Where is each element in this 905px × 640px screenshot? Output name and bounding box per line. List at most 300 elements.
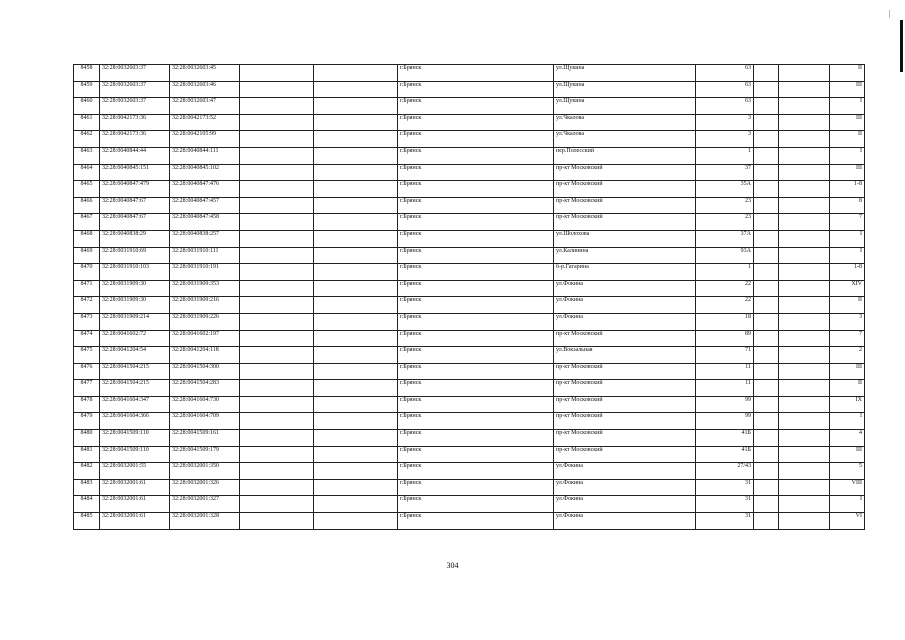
row-number-cell: 8471 xyxy=(74,280,100,297)
premises-number-cell: III xyxy=(830,363,865,380)
empty-cell xyxy=(240,181,314,198)
object-cadastral-cell: 32:28:0041504:283 xyxy=(170,380,240,397)
city-cell: г.Брянск xyxy=(398,496,554,513)
house-number-cell: 3 xyxy=(696,114,754,131)
empty-cell xyxy=(314,65,398,82)
premises-number-cell: 3 xyxy=(830,313,865,330)
land-cadastral-cell: 32:28:0041504:215 xyxy=(100,380,170,397)
land-cadastral-cell: 32:28:0040847:479 xyxy=(100,181,170,198)
land-cadastral-cell: 32:28:0031909:214 xyxy=(100,313,170,330)
empty-cell xyxy=(779,380,830,397)
house-number-cell: 93А xyxy=(696,247,754,264)
city-cell: г.Брянск xyxy=(398,131,554,148)
land-cadastral-cell: 32:28:0031909:30 xyxy=(100,280,170,297)
row-number-cell: 8466 xyxy=(74,197,100,214)
row-number-cell: 8465 xyxy=(74,181,100,198)
street-cell: ул.Вокзальная xyxy=(554,347,696,364)
city-cell: г.Брянск xyxy=(398,65,554,82)
object-cadastral-cell: 32:28:0040847:457 xyxy=(170,197,240,214)
street-cell: ул.Калинина xyxy=(554,247,696,264)
empty-cell xyxy=(779,297,830,314)
table-row xyxy=(74,131,865,148)
empty-cell xyxy=(779,131,830,148)
object-cadastral-cell: 32:28:0041604:709 xyxy=(170,413,240,430)
empty-cell xyxy=(779,479,830,496)
city-cell: г.Брянск xyxy=(398,280,554,297)
empty-cell xyxy=(754,363,779,380)
empty-cell xyxy=(314,164,398,181)
object-cadastral-cell: 32:28:0031910:111 xyxy=(170,247,240,264)
table-row xyxy=(74,496,865,513)
empty-cell xyxy=(240,81,314,98)
empty-cell xyxy=(754,197,779,214)
empty-cell xyxy=(240,214,314,231)
row-number-cell: 8470 xyxy=(74,264,100,281)
empty-cell xyxy=(314,197,398,214)
empty-cell xyxy=(754,264,779,281)
empty-cell xyxy=(314,131,398,148)
empty-cell xyxy=(314,114,398,131)
empty-cell xyxy=(754,114,779,131)
object-cadastral-cell: 32:28:0040847:476 xyxy=(170,181,240,198)
object-cadastral-cell: 32:28:0040845:102 xyxy=(170,164,240,181)
table-row xyxy=(74,164,865,181)
premises-number-cell: II xyxy=(830,380,865,397)
city-cell: г.Брянск xyxy=(398,347,554,364)
empty-cell xyxy=(240,264,314,281)
house-number-cell: 11 xyxy=(696,380,754,397)
row-number-cell: 8476 xyxy=(74,363,100,380)
house-number-cell: 37 xyxy=(696,164,754,181)
row-number-cell: 8485 xyxy=(74,513,100,530)
city-cell: г.Брянск xyxy=(398,197,554,214)
street-cell: ул.Чкалова xyxy=(554,114,696,131)
house-number-cell: 31 xyxy=(696,479,754,496)
object-cadastral-cell: 32:28:0031910:191 xyxy=(170,264,240,281)
empty-cell xyxy=(754,496,779,513)
table-row xyxy=(74,147,865,164)
empty-cell xyxy=(779,363,830,380)
row-number-cell: 8477 xyxy=(74,380,100,397)
land-cadastral-cell: 32:28:0041509:110 xyxy=(100,430,170,447)
row-number-cell: 8467 xyxy=(74,214,100,231)
table-row xyxy=(74,65,865,82)
house-number-cell: 1 xyxy=(696,264,754,281)
object-cadastral-cell: 32:28:0040847:458 xyxy=(170,214,240,231)
empty-cell xyxy=(754,131,779,148)
empty-cell xyxy=(240,430,314,447)
premises-number-cell: 1-8 xyxy=(830,181,865,198)
empty-cell xyxy=(314,330,398,347)
premises-number-cell: I xyxy=(830,98,865,115)
land-cadastral-cell: 32:28:0041604:347 xyxy=(100,396,170,413)
street-cell: ул.Фокина xyxy=(554,297,696,314)
house-number-cell: 22 xyxy=(696,297,754,314)
row-number-cell: 8458 xyxy=(74,65,100,82)
object-cadastral-cell: 32:28:0031909:216 xyxy=(170,297,240,314)
empty-cell xyxy=(779,230,830,247)
city-cell: г.Брянск xyxy=(398,479,554,496)
empty-cell xyxy=(240,313,314,330)
house-number-cell: 31 xyxy=(696,513,754,530)
street-cell: ул.Чкалова xyxy=(554,131,696,148)
street-cell: б-р.Гагарина xyxy=(554,264,696,281)
table-row xyxy=(74,513,865,530)
empty-cell xyxy=(779,446,830,463)
land-cadastral-cell: 32:28:0041604:366 xyxy=(100,413,170,430)
house-number-cell: 41Б xyxy=(696,446,754,463)
premises-number-cell: I xyxy=(830,230,865,247)
row-number-cell: 8472 xyxy=(74,297,100,314)
empty-cell xyxy=(754,230,779,247)
empty-cell xyxy=(314,280,398,297)
city-cell: г.Брянск xyxy=(398,214,554,231)
empty-cell xyxy=(779,496,830,513)
table-row xyxy=(74,413,865,430)
land-cadastral-cell: 32:28:0031910:103 xyxy=(100,264,170,281)
street-cell: пр-кт Московский xyxy=(554,214,696,231)
registry-table xyxy=(73,64,865,530)
city-cell: г.Брянск xyxy=(398,98,554,115)
object-cadastral-cell: 32:28:0041602:197 xyxy=(170,330,240,347)
object-cadastral-cell: 32:28:0032001:350 xyxy=(170,463,240,480)
row-number-cell: 8483 xyxy=(74,479,100,496)
row-number-cell: 8482 xyxy=(74,463,100,480)
empty-cell xyxy=(240,347,314,364)
city-cell: г.Брянск xyxy=(398,297,554,314)
house-number-cell: 99 xyxy=(696,413,754,430)
empty-cell xyxy=(754,98,779,115)
table-row xyxy=(74,446,865,463)
house-number-cell: 99 xyxy=(696,396,754,413)
empty-cell xyxy=(754,81,779,98)
city-cell: г.Брянск xyxy=(398,147,554,164)
row-number-cell: 8481 xyxy=(74,446,100,463)
premises-number-cell: III xyxy=(830,114,865,131)
street-cell: пр-кт Московский xyxy=(554,363,696,380)
city-cell: г.Брянск xyxy=(398,413,554,430)
city-cell: г.Брянск xyxy=(398,313,554,330)
street-cell: ул.Щукина xyxy=(554,81,696,98)
empty-cell xyxy=(240,380,314,397)
land-cadastral-cell: 32:28:0042173:36 xyxy=(100,114,170,131)
empty-cell xyxy=(754,413,779,430)
object-cadastral-cell: 32:28:0041509:179 xyxy=(170,446,240,463)
land-cadastral-cell: 32:28:0032603:37 xyxy=(100,98,170,115)
house-number-cell: 71 xyxy=(696,347,754,364)
street-cell: ул.Фокина xyxy=(554,463,696,480)
house-number-cell: 23 xyxy=(696,214,754,231)
object-cadastral-cell: 32:28:0031909:353 xyxy=(170,280,240,297)
premises-number-cell: III xyxy=(830,446,865,463)
premises-number-cell: I xyxy=(830,147,865,164)
house-number-cell: 63 xyxy=(696,81,754,98)
premises-number-cell: VI xyxy=(830,513,865,530)
table-row xyxy=(74,330,865,347)
empty-cell xyxy=(779,65,830,82)
row-number-cell: 8475 xyxy=(74,347,100,364)
empty-cell xyxy=(240,463,314,480)
empty-cell xyxy=(314,430,398,447)
empty-cell xyxy=(779,264,830,281)
row-number-cell: 8468 xyxy=(74,230,100,247)
table-row xyxy=(74,297,865,314)
empty-cell xyxy=(779,280,830,297)
empty-cell xyxy=(754,396,779,413)
city-cell: г.Брянск xyxy=(398,463,554,480)
land-cadastral-cell: 32:28:0040844:44 xyxy=(100,147,170,164)
object-cadastral-cell: 32:28:0032001:328 xyxy=(170,513,240,530)
land-cadastral-cell: 32:28:0040847:67 xyxy=(100,214,170,231)
object-cadastral-cell: 32:28:0041604:730 xyxy=(170,396,240,413)
land-cadastral-cell: 32:28:0032001:61 xyxy=(100,479,170,496)
premises-number-cell: II xyxy=(830,297,865,314)
city-cell: г.Брянск xyxy=(398,164,554,181)
empty-cell xyxy=(314,297,398,314)
row-number-cell: 8461 xyxy=(74,114,100,131)
empty-cell xyxy=(240,396,314,413)
empty-cell xyxy=(314,396,398,413)
house-number-cell: 37А xyxy=(696,230,754,247)
house-number-cell: 89 xyxy=(696,330,754,347)
street-cell: пер.Полесский xyxy=(554,147,696,164)
city-cell: г.Брянск xyxy=(398,230,554,247)
city-cell: г.Брянск xyxy=(398,181,554,198)
table-row xyxy=(74,313,865,330)
row-number-cell: 8479 xyxy=(74,413,100,430)
object-cadastral-cell: 32:28:0041509:161 xyxy=(170,430,240,447)
land-cadastral-cell: 32:28:0032603:37 xyxy=(100,81,170,98)
table-row xyxy=(74,98,865,115)
land-cadastral-cell: 32:28:0031909:30 xyxy=(100,297,170,314)
empty-cell xyxy=(779,347,830,364)
house-number-cell: 22 xyxy=(696,280,754,297)
object-cadastral-cell: 32:28:0041504:300 xyxy=(170,363,240,380)
empty-cell xyxy=(754,297,779,314)
scan-edge-mark xyxy=(900,20,903,72)
empty-cell xyxy=(240,479,314,496)
house-number-cell: 63 xyxy=(696,65,754,82)
empty-cell xyxy=(779,430,830,447)
table-row xyxy=(74,396,865,413)
city-cell: г.Брянск xyxy=(398,430,554,447)
empty-cell xyxy=(779,463,830,480)
empty-cell xyxy=(754,313,779,330)
land-cadastral-cell: 32:28:0040847:67 xyxy=(100,197,170,214)
empty-cell xyxy=(779,247,830,264)
empty-cell xyxy=(240,114,314,131)
house-number-cell: 1 xyxy=(696,147,754,164)
house-number-cell: 3 xyxy=(696,131,754,148)
land-cadastral-cell: 32:28:0032603:37 xyxy=(100,65,170,82)
premises-number-cell: 4 xyxy=(830,430,865,447)
city-cell: г.Брянск xyxy=(398,446,554,463)
empty-cell xyxy=(240,164,314,181)
house-number-cell: 11 xyxy=(696,363,754,380)
empty-cell xyxy=(314,479,398,496)
empty-cell xyxy=(240,147,314,164)
street-cell: пр-кт Московский xyxy=(554,413,696,430)
street-cell: пр-кт Московский xyxy=(554,430,696,447)
table-row xyxy=(74,463,865,480)
house-number-cell: 18 xyxy=(696,313,754,330)
empty-cell xyxy=(779,396,830,413)
object-cadastral-cell: 32:28:0041204:118 xyxy=(170,347,240,364)
empty-cell xyxy=(240,496,314,513)
premises-number-cell: 8 xyxy=(830,197,865,214)
table-row xyxy=(74,479,865,496)
empty-cell xyxy=(240,65,314,82)
empty-cell xyxy=(240,363,314,380)
premises-number-cell: XIV xyxy=(830,280,865,297)
empty-cell xyxy=(240,297,314,314)
empty-cell xyxy=(779,98,830,115)
house-number-cell: 27/43 xyxy=(696,463,754,480)
land-cadastral-cell: 32:28:0032001:61 xyxy=(100,496,170,513)
street-cell: пр-кт Московский xyxy=(554,197,696,214)
empty-cell xyxy=(754,330,779,347)
table-row xyxy=(74,430,865,447)
object-cadastral-cell: 32:28:0032001:327 xyxy=(170,496,240,513)
city-cell: г.Брянск xyxy=(398,264,554,281)
empty-cell xyxy=(314,347,398,364)
empty-cell xyxy=(240,446,314,463)
street-cell: ул.Щукина xyxy=(554,65,696,82)
empty-cell xyxy=(240,330,314,347)
empty-cell xyxy=(754,463,779,480)
premises-number-cell: III xyxy=(830,164,865,181)
land-cadastral-cell: 32:28:0041602:72 xyxy=(100,330,170,347)
house-number-cell: 23 xyxy=(696,197,754,214)
street-cell: ул.Фокина xyxy=(554,513,696,530)
object-cadastral-cell: 32:28:0032603:47 xyxy=(170,98,240,115)
premises-number-cell: II xyxy=(830,65,865,82)
empty-cell xyxy=(314,81,398,98)
empty-cell xyxy=(314,98,398,115)
street-cell: ул.Фокина xyxy=(554,313,696,330)
object-cadastral-cell: 32:28:0042105:99 xyxy=(170,131,240,148)
object-cadastral-cell: 32:28:0032001:326 xyxy=(170,479,240,496)
empty-cell xyxy=(240,513,314,530)
land-cadastral-cell: 32:28:0032001:55 xyxy=(100,463,170,480)
empty-cell xyxy=(314,264,398,281)
premises-number-cell: I xyxy=(830,496,865,513)
table-row xyxy=(74,181,865,198)
empty-cell xyxy=(240,280,314,297)
empty-cell xyxy=(779,214,830,231)
row-number-cell: 8484 xyxy=(74,496,100,513)
land-cadastral-cell: 32:28:0040838:29 xyxy=(100,230,170,247)
page-number: 304 xyxy=(446,561,459,570)
table-row xyxy=(74,347,865,364)
empty-cell xyxy=(754,280,779,297)
city-cell: г.Брянск xyxy=(398,114,554,131)
row-number-cell: 8462 xyxy=(74,131,100,148)
row-number-cell: 8459 xyxy=(74,81,100,98)
empty-cell xyxy=(779,114,830,131)
empty-cell xyxy=(754,147,779,164)
empty-cell xyxy=(779,330,830,347)
empty-cell xyxy=(754,214,779,231)
house-number-cell: 31 xyxy=(696,496,754,513)
empty-cell xyxy=(779,147,830,164)
premises-number-cell: IX xyxy=(830,396,865,413)
street-cell: ул.Фокина xyxy=(554,280,696,297)
table-row xyxy=(74,380,865,397)
empty-cell xyxy=(314,214,398,231)
street-cell: пр-кт Московский xyxy=(554,380,696,397)
row-number-cell: 8464 xyxy=(74,164,100,181)
empty-cell xyxy=(314,496,398,513)
street-cell: пр-кт Московский xyxy=(554,181,696,198)
empty-cell xyxy=(754,247,779,264)
empty-cell xyxy=(314,147,398,164)
empty-cell xyxy=(314,247,398,264)
city-cell: г.Брянск xyxy=(398,363,554,380)
land-cadastral-cell: 32:28:0041504:215 xyxy=(100,363,170,380)
land-cadastral-cell: 32:28:0042173:36 xyxy=(100,131,170,148)
empty-cell xyxy=(754,430,779,447)
empty-cell xyxy=(240,131,314,148)
empty-cell xyxy=(779,313,830,330)
row-number-cell: 8474 xyxy=(74,330,100,347)
street-cell: ул.Шолохова xyxy=(554,230,696,247)
empty-cell xyxy=(314,413,398,430)
object-cadastral-cell: 32:28:0031909:226 xyxy=(170,313,240,330)
table-body xyxy=(74,65,865,530)
house-number-cell: 63 xyxy=(696,98,754,115)
table-row xyxy=(74,81,865,98)
land-cadastral-cell: 32:28:0040845:151 xyxy=(100,164,170,181)
table-row xyxy=(74,264,865,281)
table-row xyxy=(74,363,865,380)
premises-number-cell: 7 xyxy=(830,214,865,231)
premises-number-cell: II xyxy=(830,131,865,148)
table-row xyxy=(74,247,865,264)
land-cadastral-cell: 32:28:0041509:110 xyxy=(100,446,170,463)
empty-cell xyxy=(314,463,398,480)
empty-cell xyxy=(779,181,830,198)
street-cell: ул.Щукина xyxy=(554,98,696,115)
empty-cell xyxy=(754,347,779,364)
land-cadastral-cell: 32:28:0041204:54 xyxy=(100,347,170,364)
empty-cell xyxy=(779,513,830,530)
empty-cell xyxy=(314,446,398,463)
premises-number-cell: I xyxy=(830,413,865,430)
row-number-cell: 8460 xyxy=(74,98,100,115)
row-number-cell: 8469 xyxy=(74,247,100,264)
empty-cell xyxy=(240,197,314,214)
object-cadastral-cell: 32:28:0032603:46 xyxy=(170,81,240,98)
street-cell: ул.Фокина xyxy=(554,479,696,496)
house-number-cell: 41Б xyxy=(696,430,754,447)
empty-cell xyxy=(314,380,398,397)
city-cell: г.Брянск xyxy=(398,380,554,397)
street-cell: пр-кт Московский xyxy=(554,330,696,347)
premises-number-cell: 7 xyxy=(830,330,865,347)
row-number-cell: 8478 xyxy=(74,396,100,413)
scan-edge-tick xyxy=(889,10,890,18)
row-number-cell: 8473 xyxy=(74,313,100,330)
empty-cell xyxy=(779,81,830,98)
street-cell: пр-кт Московский xyxy=(554,446,696,463)
object-cadastral-cell: 32:28:0042173:52 xyxy=(170,114,240,131)
row-number-cell: 8480 xyxy=(74,430,100,447)
empty-cell xyxy=(314,230,398,247)
premises-number-cell: III xyxy=(830,81,865,98)
empty-cell xyxy=(240,413,314,430)
empty-cell xyxy=(754,479,779,496)
